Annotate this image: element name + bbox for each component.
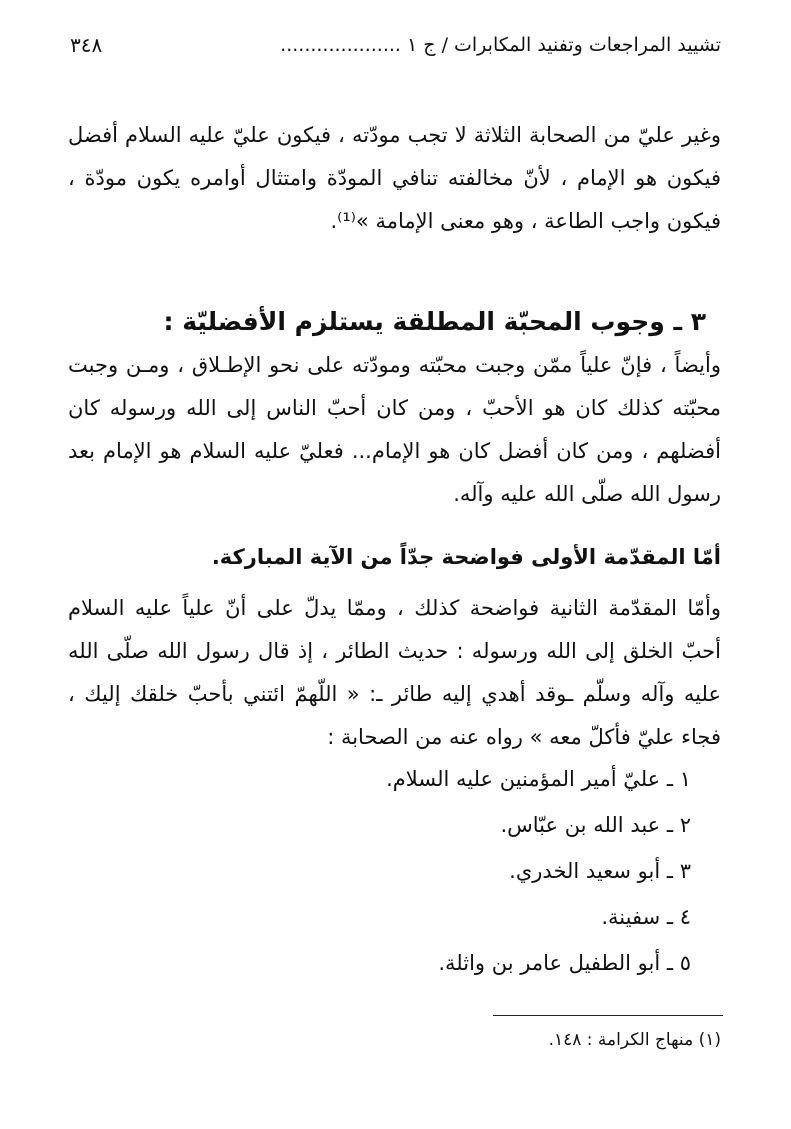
footnote: (١) منهاج الكرامة : ١٤٨. xyxy=(548,1030,721,1050)
running-header xyxy=(70,30,721,60)
list-item: ٢ ـ عبد الله بن عبّاس. xyxy=(500,813,691,837)
paragraph-premise-two: وأمّا المقدّمة الثانية فواضحة كذلك ، وممّا يدلّ على أنّ علياً عليه السلام أحبّ الخلق إلى الله ورسوله : حديث الطائر ، إذ قال رسول الله صلّى الله عليه وآله وسلّم ـوقد أهدي إليه طائر ـ: « اللّهمّ ائتني بأحبّ خلقك إليك ، فجاء عليّ فأكلّ معه » رواه عنه من الصحابة : xyxy=(68,596,721,749)
list-item: ٤ ـ سفينة. xyxy=(601,905,691,929)
paragraph-intro: وغير عليّ من الصحابة الثلاثة لا تجب مودّته ، فيكون عليّ عليه السلام أفضل فيكون هو الإمام ، لأنّ مخالفته تنافي المودّة وامتثال أوامره يكون مودّة ، فيكون واجب الطاعة ، وهو معنى الإمامة »⁽¹⁾. xyxy=(68,123,721,233)
list-item: ٥ ـ أبو الطفيل عامر بن واثلة. xyxy=(438,951,691,975)
narrators-list xyxy=(200,756,691,986)
paragraph-argument: وأيضاً ، فإنّ علياً ممّن وجبت محبّته ومودّته على نحو الإطـلاق ، ومـن وجبت محبّته كذلك كان هو الأحبّ ، ومن كان أحبّ الناس إلى الله ورسوله كان أفضلهم ، ومن كان أفضل كان هو الإمام... فعليّ عليه السلام هو الإمام بعد رسول الله صلّى الله عليه وآله. xyxy=(68,353,721,506)
paragraph-premise-one: أمّا المقدّمة الأولى فواضحة جدّاً من الآية المباركة. xyxy=(211,545,721,569)
section-heading: ٣ ـ وجوب المحبّة المطلقة يستلزم الأفضليّة : xyxy=(163,306,706,336)
list-item: ٣ ـ أبو سعيد الخدري. xyxy=(509,859,691,883)
footnote-divider xyxy=(493,1015,723,1016)
page-number: ٣٤٨ xyxy=(70,33,103,57)
list-item: ١ ـ عليّ أمير المؤمنين عليه السلام. xyxy=(386,767,691,791)
book-title: تشييد المراجعات وتفنيد المكابرات / ج ١ xyxy=(407,34,721,56)
header-leader-dots: .................... xyxy=(280,34,401,56)
header-title xyxy=(280,34,721,56)
